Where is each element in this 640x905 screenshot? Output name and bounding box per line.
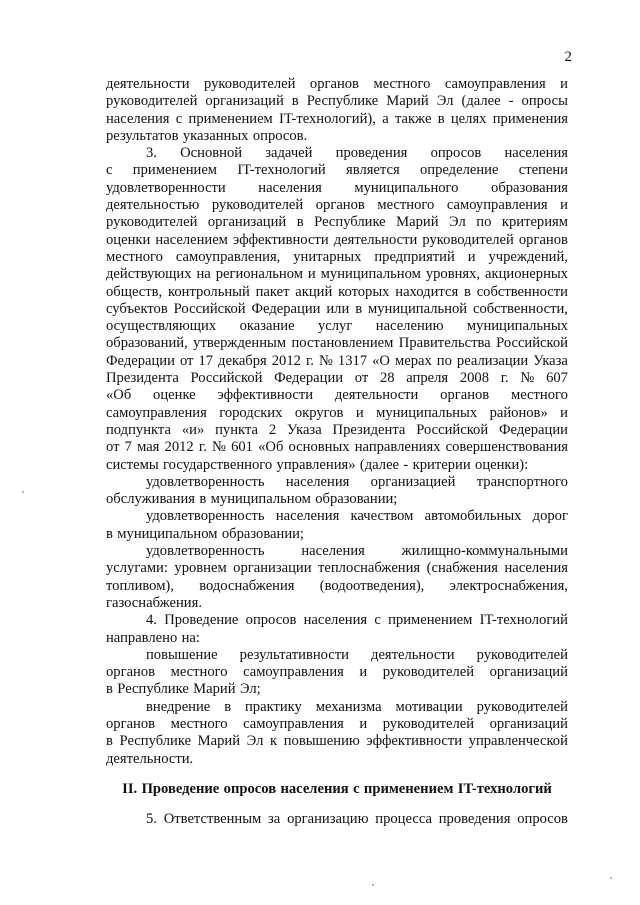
text-line: внедрение в практику механизма мотивации руководителей	[146, 698, 568, 715]
text-line: самоуправления городских округов и муниципальных районов» и	[106, 404, 568, 421]
text-line: Федерации от 17 декабря 2012 г. № 1317 «О мерах по реализации Указа	[106, 352, 568, 369]
text-line: «Об оценке эффективности деятельности органов местного	[106, 387, 568, 404]
text-line: газоснабжения.	[106, 594, 202, 611]
text-line: деятельности.	[106, 750, 194, 767]
scan-speck	[610, 877, 612, 879]
section-heading: II. Проведение опросов населения с применением IT-технологий	[122, 780, 552, 797]
text-line: в Республике Марий Эл;	[106, 681, 261, 698]
text-line: удовлетворенность населения организацией транспортного	[146, 473, 568, 490]
text-line: местного самоуправления, унитарных предприятий и учреждений,	[106, 248, 568, 265]
text-line: удовлетворенности населения муниципального образования	[106, 179, 568, 196]
text-line: повышение результативности деятельности руководителей	[146, 646, 568, 663]
text-line: результатов указанных опросов.	[106, 127, 308, 144]
text-line: 3. Основной задачей проведения опросов населения	[146, 145, 568, 162]
text-line: населения с применением IT-технологий), а также в целях применения	[106, 110, 568, 127]
text-line: органов местного самоуправления и руководителей организаций	[106, 715, 568, 732]
text-line: деятельностью руководителей органов местного самоуправления и	[106, 197, 568, 214]
text-line: оценки населением эффективности деятельности руководителей органов	[106, 231, 568, 248]
text-line: системы государственного управления» (далее - критерии оценки):	[106, 456, 529, 473]
scan-speck	[22, 491, 24, 493]
text-line: Президента Российской Федерации от 28 апреля 2008 г. № 607	[106, 370, 568, 387]
text-line: услугами: уровнем организации теплоснабжения (снабжения населения	[106, 560, 568, 577]
text-line: 4. Проведение опросов населения с применением IT-технологий	[146, 612, 568, 629]
body-text-before-heading	[106, 76, 568, 768]
text-line: с применением IT-технологий является определение степени	[106, 162, 568, 179]
text-line: действующих на региональном и муниципальном уровнях, акционерных	[106, 266, 568, 283]
text-line: направлено на:	[106, 629, 200, 646]
text-line: обществ, контрольный пакет акций которых находится в собственности	[106, 283, 568, 300]
page-number: 2	[564, 49, 572, 65]
text-line: обслуживания в муниципальном образовании;	[106, 491, 398, 508]
text-line: осуществляющих оказание услуг населению муниципальных	[106, 318, 568, 335]
text-line: от 7 мая 2012 г. № 601 «Об основных направлениях совершенствования	[106, 439, 568, 456]
text-line: деятельности руководителей органов местного самоуправления и	[106, 76, 568, 92]
text-line: в Республике Марий Эл к повышению эффективности управленческой	[106, 733, 568, 750]
document-body	[106, 76, 568, 828]
scan-speck	[372, 884, 374, 886]
text-line: удовлетворенность населения жилищно-коммунальными	[146, 543, 568, 560]
text-line: органов местного самоуправления и руководителей организаций	[106, 664, 568, 681]
text-line: подпункта «и» пункта 2 Указа Президента Российской Федерации	[106, 421, 568, 438]
body-text-after-heading	[106, 811, 568, 828]
text-line: 5. Ответственным за организацию процесса проведения опросов	[146, 811, 568, 828]
text-line: руководителей организаций в Республике Марий Эл (далее - опросы	[106, 93, 568, 110]
text-line: топливом), водоснабжения (водоотведения), электроснабжения,	[106, 577, 568, 594]
text-line: субъектов Российской Федерации или в муниципальной собственности,	[106, 300, 568, 317]
spacer	[106, 768, 568, 781]
text-line: в муниципальном образовании;	[106, 525, 304, 542]
text-line: руководителей организаций в Республике Марий Эл по критериям	[106, 214, 568, 231]
spacer	[106, 798, 568, 811]
text-line: образований, утвержденным постановлением Правительства Российской	[106, 335, 568, 352]
text-line: удовлетворенность населения качеством автомобильных дорог	[146, 508, 568, 525]
